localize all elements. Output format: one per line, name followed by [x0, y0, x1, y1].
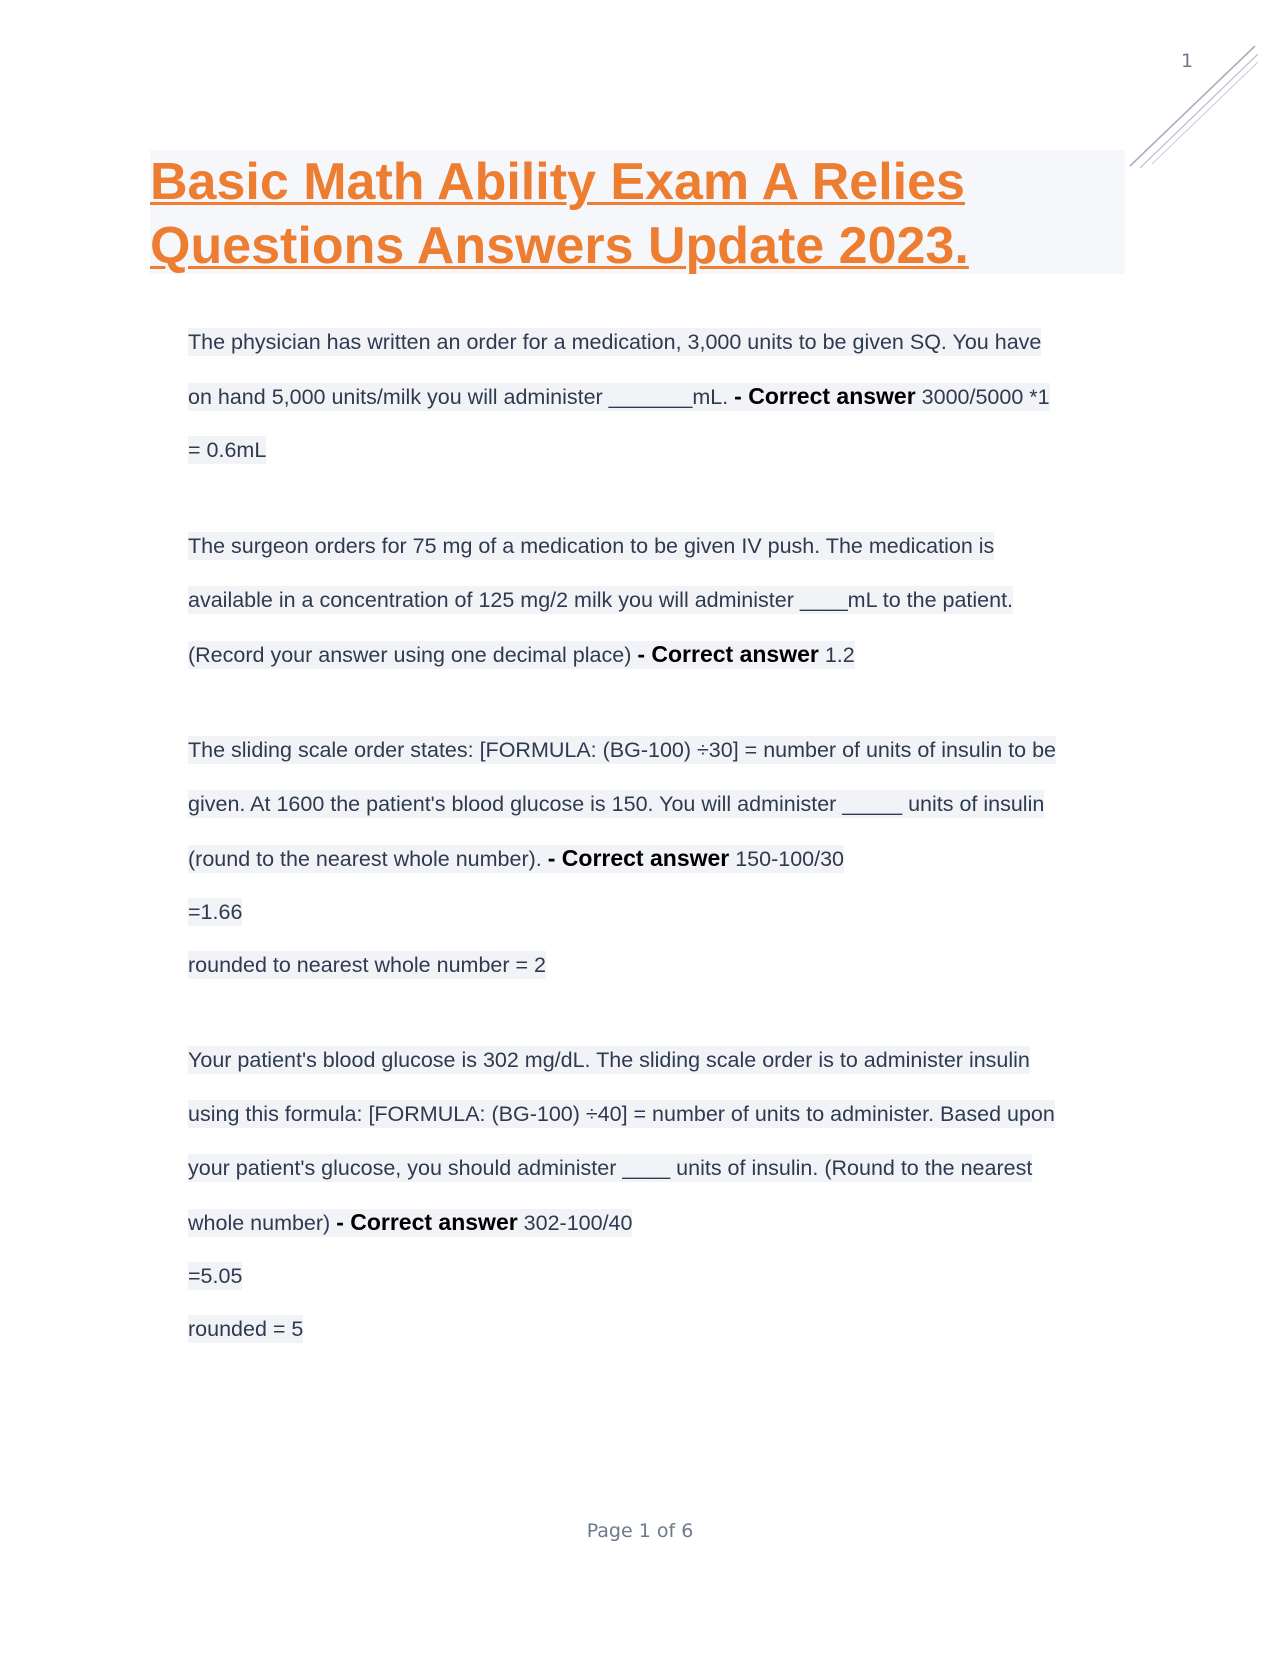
answer-value: 1.2 — [818, 643, 855, 667]
document-title — [150, 150, 1125, 274]
question-line: Your patient's blood glucose is 302 mg/dL. The sliding scale order is to administer insulin — [188, 1048, 1030, 1072]
answer-label: - Correct answer — [547, 845, 730, 871]
question-2 — [188, 526, 1118, 688]
answer-label: - Correct answer — [734, 383, 916, 409]
answer-label: - Correct answer — [637, 641, 819, 667]
question-line: on hand 5,000 units/milk you will administer _______mL. - Correct answer 3000/5000 *1 — [188, 383, 1050, 409]
title-line-2: Questions Answers Update 2023. — [150, 217, 969, 275]
page-footer: Page 1 of 6 — [586, 1520, 694, 1542]
answer-line: =5.05 — [188, 1264, 243, 1288]
question-line: The physician has written an order for a medication, 3,000 units to be given SQ. You have — [188, 330, 1042, 354]
answer-value: 3000/5000 *1 — [915, 385, 1050, 409]
question-line: (round to the nearest whole number). - Correct answer 150-100/30 — [188, 845, 845, 871]
question-line: using this formula: [FORMULA: (BG-100) ÷40] = number of units to administer. Based upon — [188, 1102, 1055, 1126]
question-line: (Record your answer using one decimal place) - Correct answer 1.2 — [188, 641, 855, 667]
answer-line: rounded to nearest whole number = 2 — [188, 953, 546, 977]
answer-line: = 0.6mL — [188, 438, 267, 462]
question-line: whole number) - Correct answer 302-100/40 — [188, 1209, 633, 1235]
question-line: The sliding scale order states: [FORMULA: (BG-100) ÷30] = number of units of insulin to be — [188, 738, 1057, 762]
corner-line-2 — [1140, 54, 1258, 168]
corner-decoration — [1120, 44, 1260, 174]
question-line: available in a concentration of 125 mg/2 milk you will administer ____mL to the patient. — [188, 588, 1014, 612]
title-line-1: Basic Math Ability Exam A Relies — [150, 153, 965, 211]
question-line: your patient's glucose, you should administer ____ units of insulin. (Round to the nearest — [188, 1156, 1033, 1180]
corner-line-1 — [1130, 46, 1255, 166]
corner-line-3 — [1152, 62, 1258, 164]
question-3 — [188, 730, 1118, 998]
answer-line: =1.66 — [188, 900, 243, 924]
question-line: given. At 1600 the patient's blood glucose is 150. You will administer _____ units of insulin — [188, 792, 1045, 816]
answer-value: 302-100/40 — [517, 1211, 633, 1235]
question-4 — [188, 1040, 1118, 1362]
question-line: The surgeon orders for 75 mg of a medication to be given IV push. The medication is — [188, 534, 995, 558]
answer-value: 150-100/30 — [729, 847, 845, 871]
answer-line: rounded = 5 — [188, 1317, 304, 1341]
page-number: 1 — [1181, 50, 1194, 72]
questions-list — [188, 322, 1118, 1404]
answer-label: - Correct answer — [336, 1209, 518, 1235]
question-1 — [188, 322, 1118, 484]
